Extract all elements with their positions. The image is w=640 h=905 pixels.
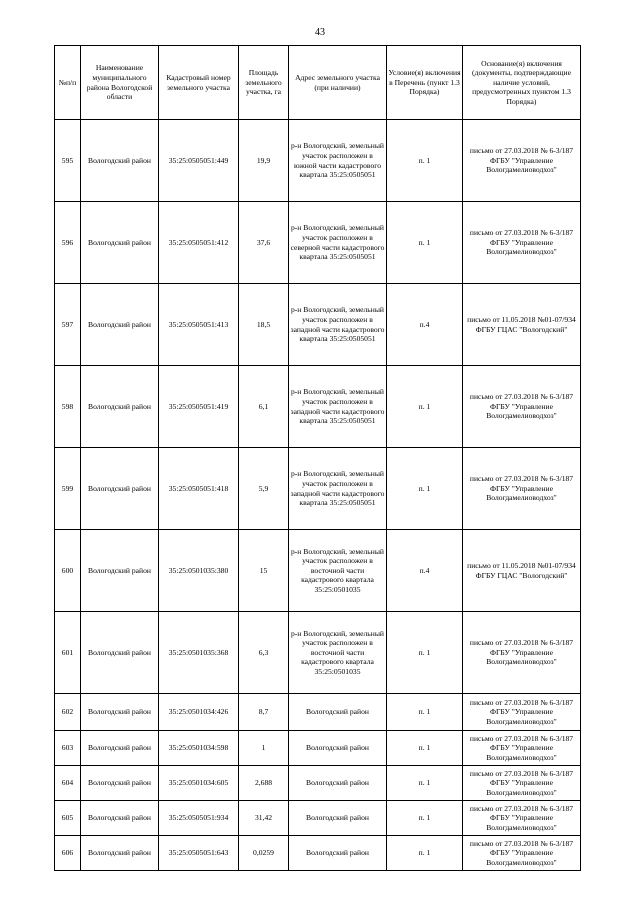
row-condition: п. 1	[387, 801, 463, 836]
row-num: 606	[55, 836, 81, 871]
row-num: 604	[55, 766, 81, 801]
header-num: №п/п	[55, 46, 81, 120]
table-row	[55, 836, 581, 871]
row-basis: письмо от 27.03.2018 № 6-3/187 ФГБУ "Управление Вологдамелиоводхоз"	[463, 731, 581, 766]
row-district: Вологодский район	[81, 801, 159, 836]
row-num: 596	[55, 202, 81, 284]
row-address: Вологодский район	[289, 731, 387, 766]
row-basis: письмо от 27.03.2018 № 6-3/187 ФГБУ "Управление Вологдамелиоводхоз"	[463, 448, 581, 530]
row-cadastral: 35:25:0505051:418	[159, 448, 239, 530]
row-area: 15	[239, 530, 289, 612]
row-basis: письмо от 11.05.2018 №01-07/934 ФГБУ ГЦАС "Вологодский"	[463, 284, 581, 366]
row-cadastral: 35:25:0505051:934	[159, 801, 239, 836]
row-num: 597	[55, 284, 81, 366]
table-row	[55, 530, 581, 612]
row-cadastral: 35:25:0505051:413	[159, 284, 239, 366]
row-basis: письмо от 27.03.2018 № 6-3/187 ФГБУ "Управление Вологдамелиоводхоз"	[463, 801, 581, 836]
row-basis: письмо от 27.03.2018 № 6-3/187 ФГБУ "Управление Вологдамелиоводхоз"	[463, 836, 581, 871]
row-district: Вологодский район	[81, 120, 159, 202]
row-area: 8,7	[239, 694, 289, 731]
row-address: р-н Вологодский, земельный участок расположен в западной части кадастрового квартала 35:25:0505051	[289, 448, 387, 530]
row-num: 598	[55, 366, 81, 448]
row-num: 595	[55, 120, 81, 202]
row-area: 18,5	[239, 284, 289, 366]
table-row	[55, 448, 581, 530]
row-condition: п. 1	[387, 120, 463, 202]
row-area: 2,688	[239, 766, 289, 801]
row-area: 1	[239, 731, 289, 766]
row-area: 0,0259	[239, 836, 289, 871]
row-condition: п. 1	[387, 612, 463, 694]
row-num: 601	[55, 612, 81, 694]
land-plots-table	[54, 45, 581, 871]
row-cadastral: 35:25:0501034:426	[159, 694, 239, 731]
row-area: 5,9	[239, 448, 289, 530]
row-district: Вологодский район	[81, 284, 159, 366]
row-area: 6,3	[239, 612, 289, 694]
row-num: 599	[55, 448, 81, 530]
header-cadastral: Кадастровый номер земельного участка	[159, 46, 239, 120]
row-cadastral: 35:25:0501035:380	[159, 530, 239, 612]
header-basis: Основание(я) включения (документы, подтверждающие наличие условий, предусмотренных пунктом 1.3 Порядка)	[463, 46, 581, 120]
table-header-row	[55, 46, 581, 120]
table-row	[55, 801, 581, 836]
row-cadastral: 35:25:0505051:419	[159, 366, 239, 448]
row-num: 602	[55, 694, 81, 731]
row-condition: п. 1	[387, 731, 463, 766]
table-row	[55, 366, 581, 448]
row-address: р-н Вологодский, земельный участок расположен в западной части кадастрового квартала 35:25:0505051	[289, 366, 387, 448]
row-address: р-н Вологодский, земельный участок расположен в южной части кадастрового квартала 35:25:0505051	[289, 120, 387, 202]
row-basis: письмо от 27.03.2018 № 6-3/187 ФГБУ "Управление Вологдамелиоводхоз"	[463, 120, 581, 202]
header-area: Площадь земельного участка, га	[239, 46, 289, 120]
row-condition: п. 1	[387, 766, 463, 801]
row-address: Вологодский район	[289, 836, 387, 871]
table-row	[55, 766, 581, 801]
table-row	[55, 694, 581, 731]
row-district: Вологодский район	[81, 731, 159, 766]
row-cadastral: 35:25:0505051:643	[159, 836, 239, 871]
row-num: 603	[55, 731, 81, 766]
row-condition: п. 1	[387, 836, 463, 871]
row-num: 600	[55, 530, 81, 612]
row-condition: п. 1	[387, 202, 463, 284]
row-condition: п. 1	[387, 366, 463, 448]
row-address: р-н Вологодский, земельный участок расположен в западной части кадастрового квартала 35:25:0505051	[289, 284, 387, 366]
header-address: Адрес земельного участка (при наличии)	[289, 46, 387, 120]
row-basis: письмо от 27.03.2018 № 6-3/187 ФГБУ "Управление Вологдамелиоводхоз"	[463, 766, 581, 801]
row-address: Вологодский район	[289, 766, 387, 801]
row-cadastral: 35:25:0505051:449	[159, 120, 239, 202]
row-cadastral: 35:25:0501034:598	[159, 731, 239, 766]
row-district: Вологодский район	[81, 530, 159, 612]
header-district: Наименование муниципального района Вологодской области	[81, 46, 159, 120]
row-condition: п.4	[387, 530, 463, 612]
row-address: р-н Вологодский, земельный участок расположен в северной части кадастрового квартала 35:25:0505051	[289, 202, 387, 284]
row-district: Вологодский район	[81, 694, 159, 731]
row-condition: п. 1	[387, 448, 463, 530]
row-address: р-н Вологодский, земельный участок расположен в восточной части кадастрового квартала 35:25:0501035	[289, 612, 387, 694]
row-area: 19,9	[239, 120, 289, 202]
row-condition: п. 1	[387, 694, 463, 731]
row-address: Вологодский район	[289, 801, 387, 836]
row-cadastral: 35:25:0501034:605	[159, 766, 239, 801]
row-cadastral: 35:25:0501035:368	[159, 612, 239, 694]
row-district: Вологодский район	[81, 202, 159, 284]
row-area: 31,42	[239, 801, 289, 836]
row-area: 37,6	[239, 202, 289, 284]
header-condition: Условие(я) включения в Перечень (пункт 1.3 Порядка)	[387, 46, 463, 120]
row-basis: письмо от 27.03.2018 № 6-3/187 ФГБУ "Управление Вологдамелиоводхоз"	[463, 366, 581, 448]
table-row	[55, 202, 581, 284]
table-row	[55, 284, 581, 366]
row-address: р-н Вологодский, земельный участок расположен в восточной части кадастрового квартала 35:25:0501035	[289, 530, 387, 612]
row-basis: письмо от 27.03.2018 № 6-3/187 ФГБУ "Управление Вологдамелиоводхоз"	[463, 612, 581, 694]
row-address: Вологодский район	[289, 694, 387, 731]
row-num: 605	[55, 801, 81, 836]
row-basis: письмо от 27.03.2018 № 6-3/187 ФГБУ "Управление Вологдамелиоводхоз"	[463, 694, 581, 731]
row-basis: письмо от 27.03.2018 № 6-3/187 ФГБУ "Управление Вологдамелиоводхоз"	[463, 202, 581, 284]
row-cadastral: 35:25:0505051:412	[159, 202, 239, 284]
row-basis: письмо от 11.05.2018 №01-07/934 ФГБУ ГЦАС "Вологодский"	[463, 530, 581, 612]
table-row	[55, 612, 581, 694]
row-condition: п.4	[387, 284, 463, 366]
row-district: Вологодский район	[81, 836, 159, 871]
row-district: Вологодский район	[81, 766, 159, 801]
row-district: Вологодский район	[81, 612, 159, 694]
page-number: 43	[315, 27, 325, 38]
table-row	[55, 731, 581, 766]
row-district: Вологодский район	[81, 366, 159, 448]
row-area: 6,1	[239, 366, 289, 448]
row-district: Вологодский район	[81, 448, 159, 530]
table-row	[55, 120, 581, 202]
